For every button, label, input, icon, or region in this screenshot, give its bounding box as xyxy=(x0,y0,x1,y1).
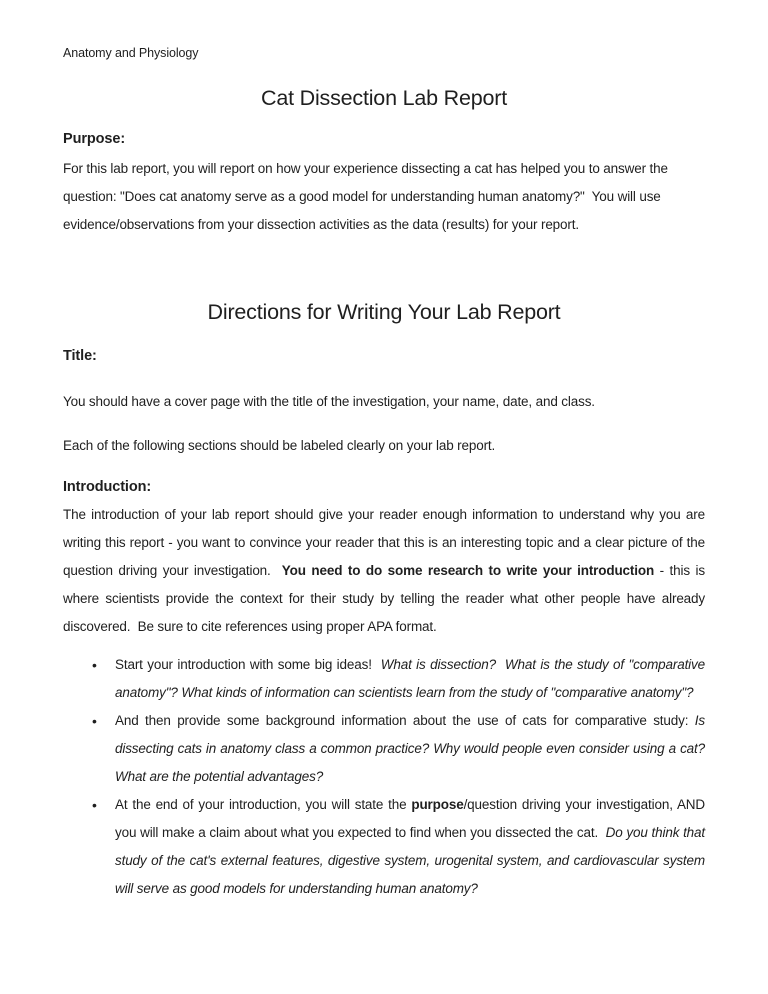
bullet-item-background xyxy=(92,707,709,791)
course-header: Anatomy and Physiology xyxy=(63,46,199,60)
section-label-introduction: Introduction: xyxy=(63,479,152,495)
bullet-icon: • xyxy=(92,657,97,673)
bullet-text: Start your introduction with some big ideas! What is dissection? What is the study of "comparative anatomy"? What kinds of information can scientists learn from the study of "comparative anatomy"? xyxy=(115,657,709,700)
bullet-item-big-ideas xyxy=(92,651,709,707)
bullet-text: And then provide some background information about the use of cats for comparative study: Is dissecting cats in anatomy class a common practice? Why would people even consider using a cat? What are the potential advantages? xyxy=(115,713,709,784)
section-label-purpose: Purpose: xyxy=(63,131,126,147)
bullet-icon: • xyxy=(92,713,97,729)
bullet-list xyxy=(63,651,709,903)
section-label-title: Title: xyxy=(63,348,97,364)
bullet-text: At the end of your introduction, you will state the purpose/question driving your investigation, AND you will make a claim about what you expected to find when you dissected the cat. Do you think that study of the cat's external features, digestive system, urogenital system, and cardiovascular system will serve as good models for understanding human anatomy? xyxy=(115,797,709,896)
bullet-icon: • xyxy=(92,797,97,813)
bullet-item-purpose-claim xyxy=(92,791,709,903)
document-title: Cat Dissection Lab Report xyxy=(261,86,507,110)
sections-label-paragraph: Each of the following sections should be labeled clearly on your lab report. xyxy=(63,438,496,453)
directions-heading: Directions for Writing Your Lab Report xyxy=(207,300,561,324)
purpose-paragraph: For this lab report, you will report on how your experience dissecting a cat has helped you to answer the question: "Does cat anatomy serve as a good model for understanding human anatomy?" You will use evidence/observations from your dissection activities as the data (results) for your report. xyxy=(63,161,672,232)
introduction-paragraph: The introduction of your lab report should give your reader enough information to understand why you are writing this report - you want to convince your reader that this is an interesting topic and a clear picture of the question driving your investigation. You need to do some research to write your introduction - this is where scientists provide the context for their study by telling the reader what other people have already discovered. Be sure to cite references using proper APA format. xyxy=(63,507,709,634)
cover-page-paragraph: You should have a cover page with the title of the investigation, your name, date, and class. xyxy=(63,394,595,409)
